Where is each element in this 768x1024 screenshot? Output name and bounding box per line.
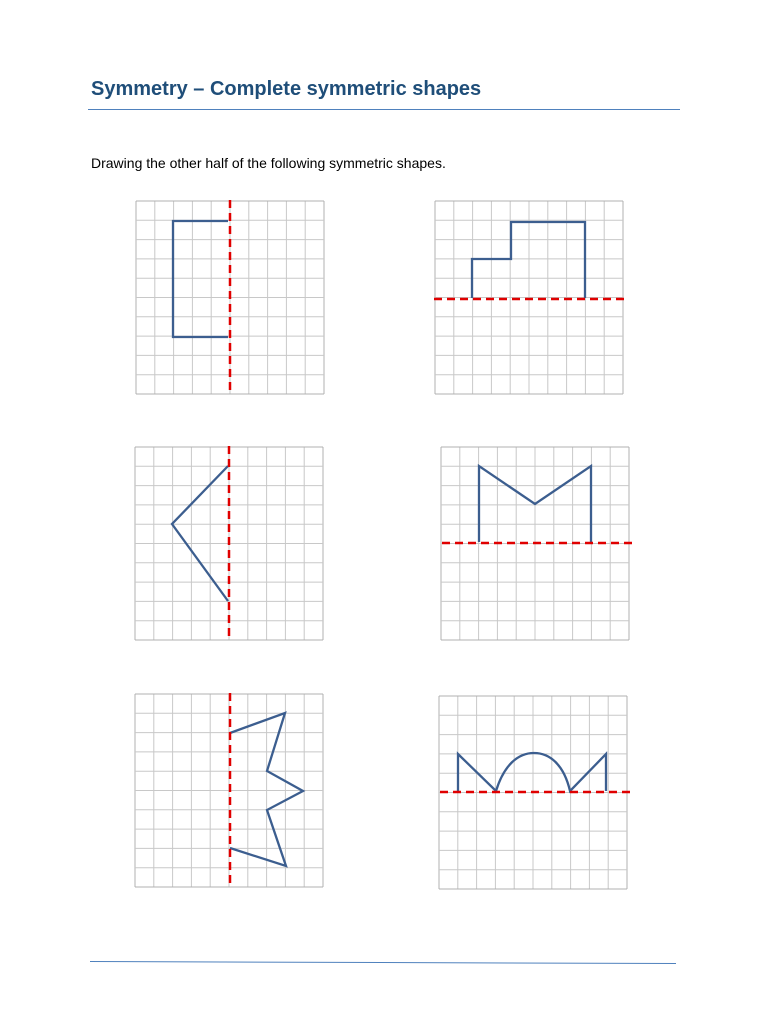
page-title: Symmetry – Complete symmetric shapes bbox=[91, 78, 482, 100]
instruction-text: Drawing the other half of the following symmetric shapes. bbox=[91, 155, 446, 171]
puzzle-3-grid bbox=[134, 446, 324, 641]
footer-rule bbox=[90, 961, 676, 964]
puzzle-2-grid bbox=[434, 200, 624, 395]
title-underline bbox=[88, 109, 680, 110]
grid-lines bbox=[435, 201, 623, 394]
puzzle-5-grid bbox=[134, 693, 324, 888]
partial-shape bbox=[173, 221, 228, 337]
partial-shape bbox=[172, 466, 228, 601]
puzzle-6-grid bbox=[438, 695, 628, 890]
puzzle-4-grid bbox=[440, 446, 630, 641]
puzzle-1-grid bbox=[135, 200, 325, 395]
partial-shape bbox=[458, 753, 606, 791]
